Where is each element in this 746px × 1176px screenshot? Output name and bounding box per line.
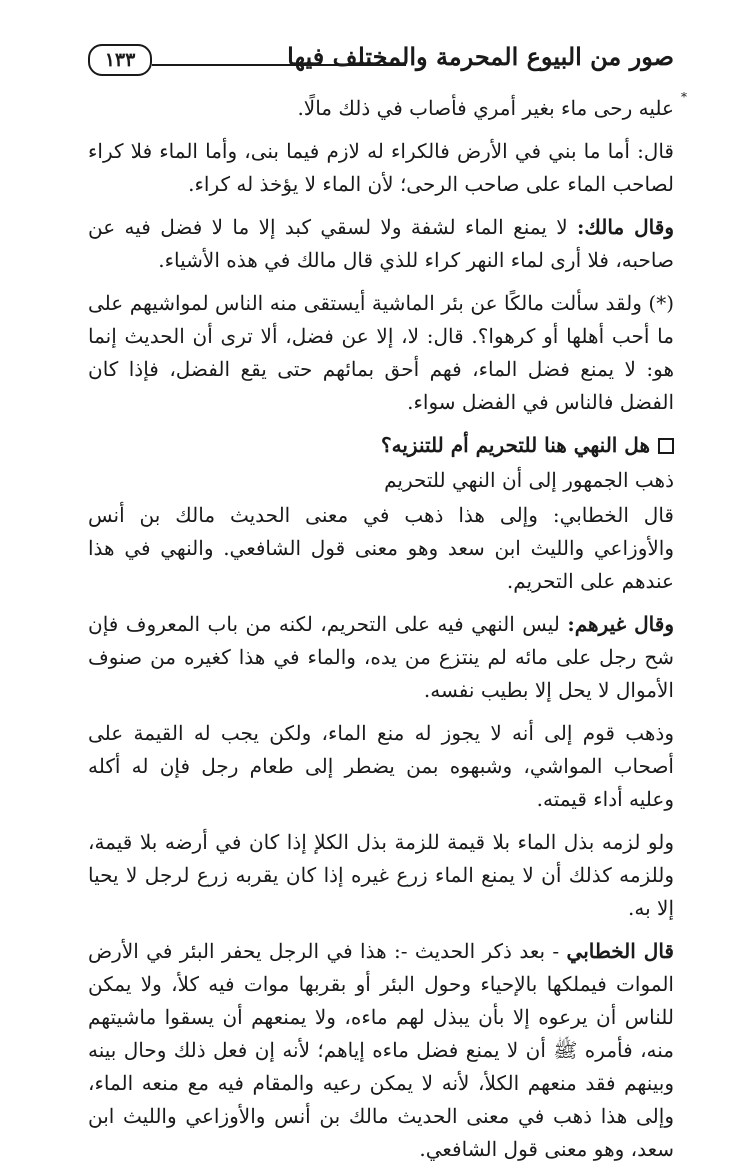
paragraph-lead: قال الخطابي: [566, 939, 674, 963]
paragraph-lead: وقال مالك:: [577, 215, 674, 239]
paragraph-2: [88, 135, 674, 201]
paragraph-3: [88, 211, 674, 277]
paragraph-text: - بعد ذكر الحديث -: هذا في الرجل يحفر البئر في الأرض الموات فيملكها بالإحياء وحول البئر أو بقربها موات فيه كلأ، ولا يمكن للناس أن يرعوه إلا بأن يبذل لهم ماءه، ولا يمنعهم أن يسقوا ماشيتهم منه، فأمره ﷺ أن لا يمنع فضل ماءه إياهم؛ لأنه إن فعل ذلك وحال بينه وبينهم فقد منعهم الكلأ، لأنه لا يمكن رعيه والمقام فيه مع منعه الماء، وإلى هذا ذهب في معنى الحديث مالك بن أنس والأوزاعي والليث ابن سعد، وهو معنى قول الشافعي.: [88, 939, 674, 1161]
paragraph-text: قال الخطابي: وإلى هذا ذهب في معنى الحديث مالك بن أنس والأوزاعي والليث ابن سعد وهو معنى قول الشافعي. والنهي في هذا عندهم على التحريم.: [88, 503, 674, 593]
section-paragraph-3: [88, 717, 674, 816]
paragraph-text: ليس النهي فيه على التحريم، لكنه من باب المعروف فإن شح رجل على مائه لم ينتزع من يده، والماء في هذا كغيره من صنوف الأموال لا يحل إلا بطيب نفسه.: [88, 612, 674, 702]
running-title: صور من البيوع المحرمة والمختلف فيها: [287, 42, 674, 71]
paragraph-4: [88, 287, 674, 419]
corner-mark: *: [681, 90, 687, 104]
body-text: [88, 92, 674, 1176]
section-heading: [88, 429, 674, 462]
paragraph-text: ولو لزمه بذل الماء بلا قيمة للزمة بذل الكلإ إذا كان في أرضه بلا قيمة، وللزمه كذلك أن لا يمنع الماء زرع غيره إذا كان يقربه زرع لرجل لا يحيا إلا به.: [88, 830, 674, 920]
paragraph-lead: وقال غيرهم:: [567, 612, 674, 636]
page-header: [88, 40, 674, 84]
paragraph-1: [88, 92, 674, 125]
section-paragraph-1: [88, 499, 674, 598]
header-rule: [152, 64, 406, 66]
paragraph-text: (*) ولقد سألت مالكًا عن بئر الماشية أيستقى منه الناس لمواشيهم على ما أحب أهلها أو كرهوا؟. قال: لا، إلا عن فضل، ألا ترى أن الحديث إنما هو: لا يمنع فضل الماء، فهم أحق بمائهم حتى يقع الفضل، فإذا كان الفضل فالناس في الفضل سواء.: [88, 291, 675, 414]
section-paragraph-5: [88, 935, 674, 1166]
paragraph-text: لا يمنع الماء لشفة ولا لسقي كبد إلا ما لا فضل فيه عن صاحبه، فلا أرى لماء النهر كراء للذي قال مالك في هذه الأشياء.: [88, 215, 674, 272]
page-number: ١٣٣: [88, 44, 152, 76]
section-heading-text: هل النهي هنا للتحريم أم للتنزيه؟: [381, 433, 650, 457]
section-paragraph-2: [88, 608, 674, 707]
paragraph-text: قال: أما ما بني في الأرض فالكراء له لازم فيما بنى، وأما الماء فلا كراء لصاحب الماء على صاحب الرحى؛ لأن الماء لا يؤخذ له كراء.: [88, 139, 674, 196]
checkbox-icon: [658, 438, 674, 454]
paragraph-text: عليه رحى ماء بغير أمري فأصاب في ذلك مالًا.: [297, 96, 674, 120]
paragraph-text: وذهب قوم إلى أنه لا يجوز له منع الماء، ولكن يجب له القيمة على أصحاب المواشي، وشبهوه بمن يضطر إلى طعام رجل فإن له أكله وعليه أداء قيمته.: [88, 721, 674, 811]
section-intro: ذهب الجمهور إلى أن النهي للتحريم: [384, 468, 674, 492]
section-paragraph-4: [88, 826, 674, 925]
